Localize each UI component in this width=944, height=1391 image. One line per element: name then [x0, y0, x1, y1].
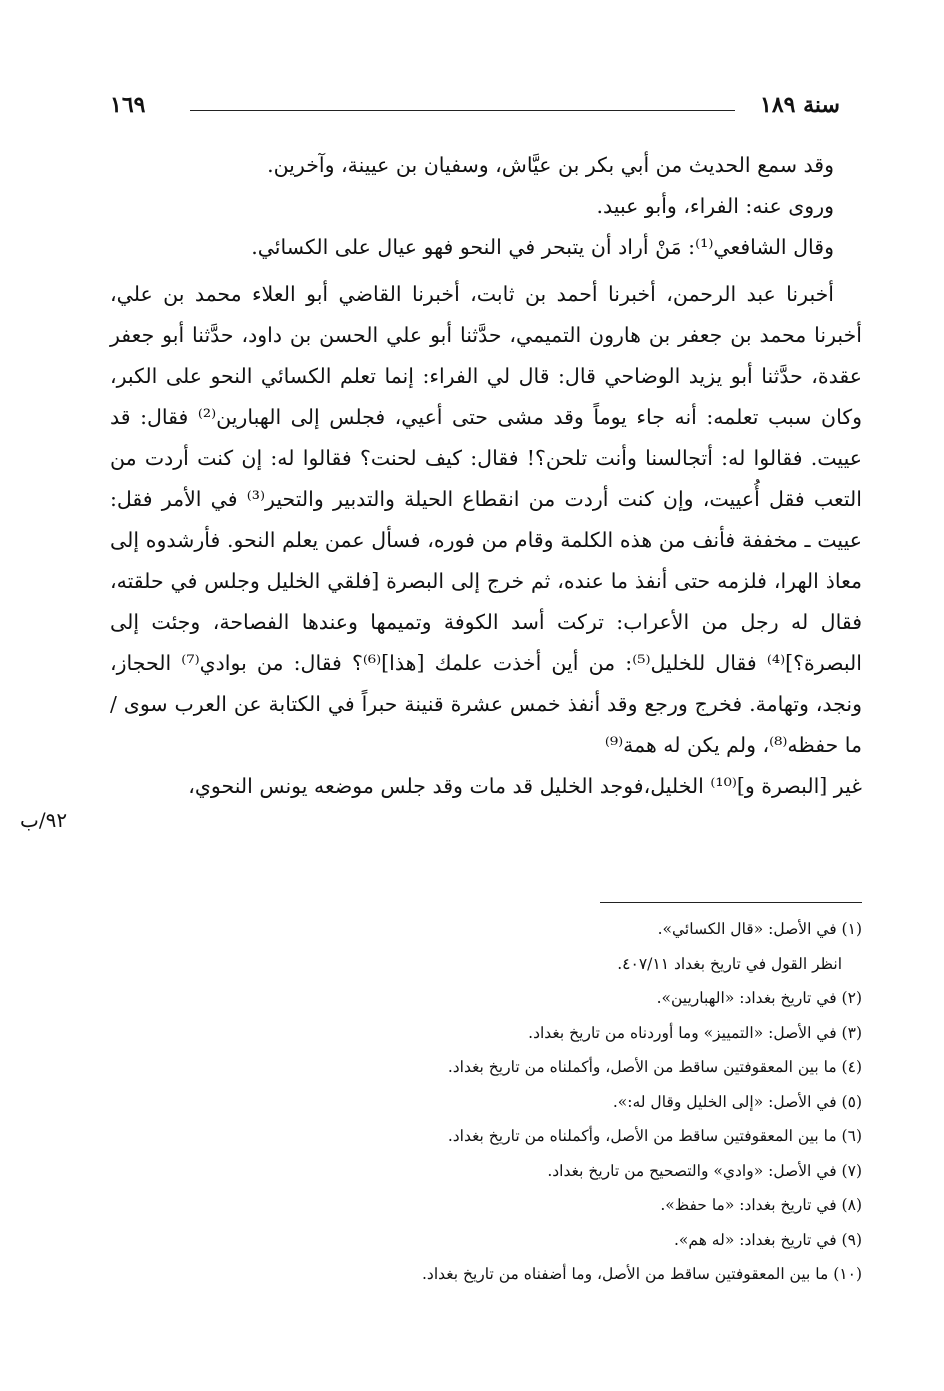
header-rule [190, 110, 735, 111]
footnote-4: (٤) ما بين المعقوفتين ساقط من الأصل، وأكملناه من تاريخ بغداد. [447, 1058, 862, 1076]
footnote-10: (١٠) ما بين المعقوفتين ساقط من الأصل، وما أضفناه من تاريخ بغداد. [422, 1265, 862, 1283]
paragraph-hadith-sources: وقد سمع الحديث من أبي بكر بن عيَّاش، وسفيان بن عيينة، وآخرين. [267, 153, 834, 177]
manuscript-folio-marker: ٩٢/ب [20, 808, 68, 832]
footnote-1: (١) في الأصل: «قال الكسائي». [657, 920, 862, 938]
paragraph-story: أخبرنا عبد الرحمن، أخبرنا أحمد بن ثابت، أخبرنا القاضي أبو العلاء محمد بن علي، أخبرنا محمد بن جعفر بن هارون التميمي، حدَّثنا أبو علي الحسن بن داود، حدَّثنا أبو جعفر عقدة، حدَّثنا أبو يزيد الوضاحي قال: قال لي الفراء: إنما تعلم الكسائي النحو على الكبر، وكان سبب تعلمه: أنه جاء يوماً وقد مشى حتى أعيي، فجلس إلى الهبارين⁽²⁾ فقال: قد عييت. فقالوا له: أتجالسنا وأنت تلحن؟! فقال: كيف لحنت؟ فقالوا له: إن كنت أردت من التعب فقل أُعييت، وإن كنت أردت من انقطاع الحيلة والتدبير والتحير⁽³⁾ في الأمر فقل: عييت ـ مخففة فأنف من هذه الكلمة وقام من فوره، فسأل عمن يعلم النحو. فأرشدوه إلى معاذ الهرا، فلزمه حتى أنفذ ما عنده، ثم خرج إلى البصرة [فلقي الخليل وجلس في حلقته، فقال له رجل من الأعراب: تركت أسد الكوفة وتميمها وعندها الفصاحة، وجئت إلى البصرة؟]⁽⁴⁾ فقال للخليل⁽⁵⁾: من أين أخذت علمك [هذا]⁽⁶⁾؟ فقال: من بوادي⁽⁷⁾ الحجاز، ونجد، وتهامة. فخرج ورجع وقد أنفذ خمس عشرة قنينة حبراً في الكتابة عن العرب سوى / ما حفظه⁽⁸⁾، ولم يكن له همة⁽⁹⁾ [110, 282, 862, 757]
paragraph-story-end: غير [البصرة و]⁽¹⁰⁾ الخليل،فوجد الخليل قد مات وقد جلس موضعه يونس النحوي، [188, 774, 862, 798]
running-header [100, 92, 840, 128]
footnote-8: (٨) في تاريخ بغداد: «ما حفظ». [660, 1196, 862, 1214]
footnote-5: (٥) في الأصل: «إلى الخليل وقال له:». [612, 1092, 862, 1111]
footnotes [110, 912, 862, 1292]
footnote-1-reference: انظر القول في تاريخ بغداد ٤٠٧/١١. [617, 954, 842, 973]
footnote-6: (٦) ما بين المعقوفتين ساقط من الأصل، وأكملناه من تاريخ بغداد. [447, 1127, 862, 1145]
footnote-separator [600, 902, 862, 903]
header-year: سنة ١٨٩ [760, 92, 840, 118]
footnote-2: (٢) في تاريخ بغداد: «الهباريين». [656, 989, 862, 1007]
paragraph-narrators: وروى عنه: الفراء، وأبو عبيد. [596, 194, 834, 218]
paragraph-shafii-quote: وقال الشافعي⁽¹⁾: مَنْ أراد أن يتبحر في النحو فهو عيال على الكسائي. [251, 235, 834, 259]
footnote-7: (٧) في الأصل: «وادي» والتصحيح من تاريخ بغداد. [547, 1161, 862, 1180]
page-number: ١٦٩ [110, 92, 146, 118]
footnote-9: (٩) في تاريخ بغداد: «له هم». [673, 1230, 862, 1249]
footnote-3: (٣) في الأصل: «التمييز» وما أوردناه من تاريخ بغداد. [528, 1023, 862, 1042]
main-text [110, 145, 862, 807]
